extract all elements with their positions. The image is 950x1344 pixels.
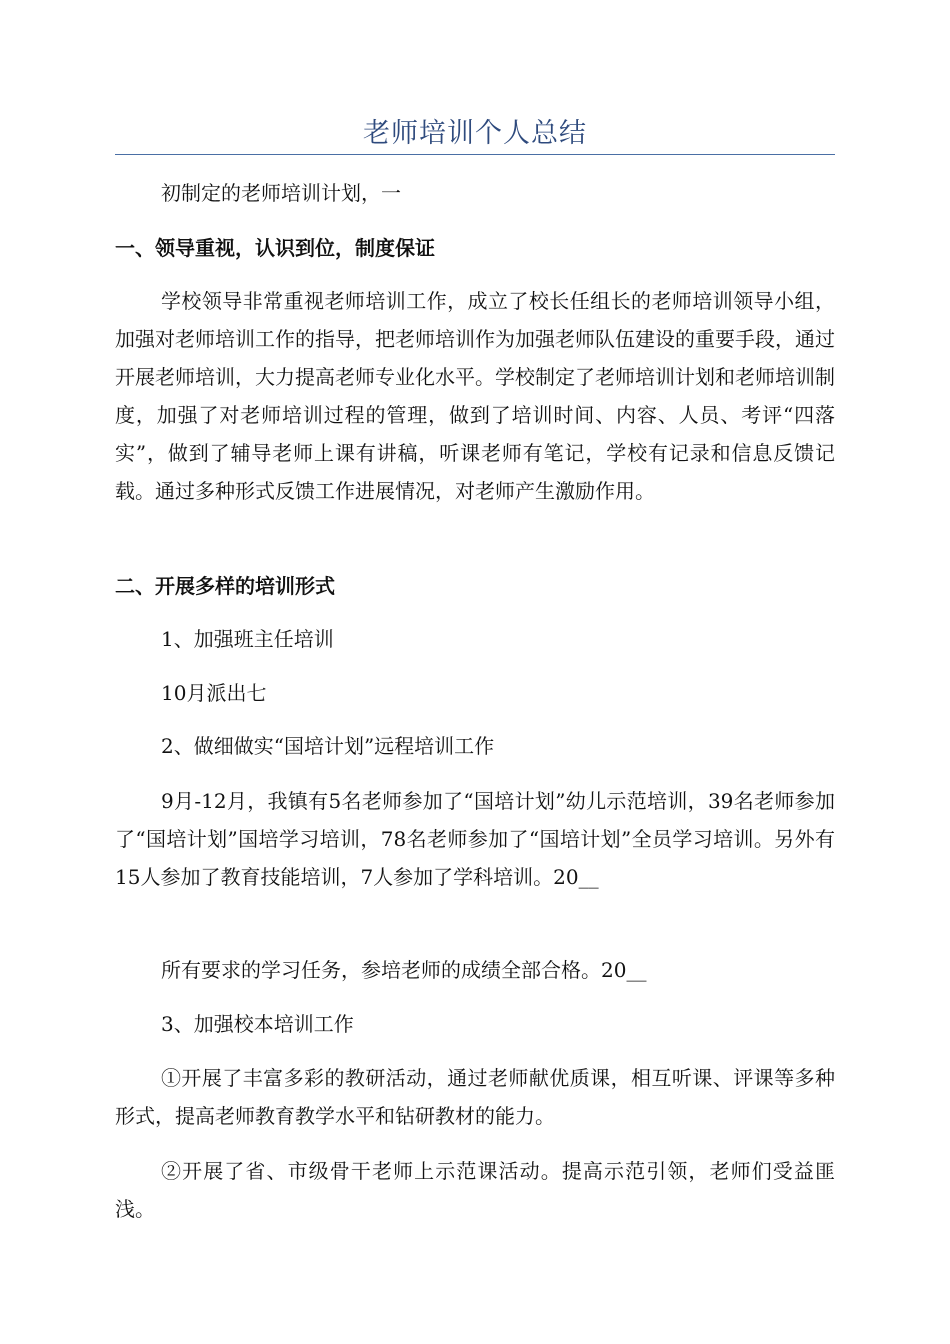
intro-paragraph: 初制定的老师培训计划，一 [161,181,401,205]
item-3-point-2: ②开展了省、市级骨干老师上示范课活动。提高示范引领，老师们受益匪浅。 [115,1159,835,1221]
item-2-detail: 9月-12月，我镇有5名老师参加了“国培计划”幼儿示范培训，39名老师参加了“国培计划”国培学习培训，78名老师参加了“国培计划”全员学习培训。另外有15人参加了教育技能培训，7人参加了学科培训。20__ [115,789,835,889]
item-1-detail: 10月派出七 [161,681,267,705]
document-title: 老师培训个人总结 [363,118,587,149]
section-heading-1: 一、领导重视，认识到位，制度保证 [115,236,435,260]
title-underline [115,154,835,155]
section-1-body: 学校领导非常重视老师培训工作，成立了校长任组长的老师培训领导小组，加强对老师培训工作的指导，把老师培训作为加强老师队伍建设的重要手段，通过开展老师培训，大力提高老师专业化水平。学校制定了老师培训计划和老师培训制度，加强了对老师培训过程的管理，做到了培训时间、内容、人员、考评“四落实”，做到了辅导老师上课有讲稿，听课老师有笔记，学校有记录和信息反馈记载。通过多种形式反馈工作进展情况，对老师产生激励作用。 [115,289,835,503]
item-2-result: 所有要求的学习任务，参培老师的成绩全部合格。20__ [161,958,647,982]
item-2-heading: 2、做细做实“国培计划”远程培训工作 [161,734,495,758]
section-heading-2: 二、开展多样的培训形式 [115,574,335,598]
item-3-heading: 3、加强校本培训工作 [161,1012,354,1036]
item-3-point-1: ①开展了丰富多彩的教研活动，通过老师献优质课，相互听课、评课等多种形式，提高老师教育教学水平和钻研教材的能力。 [115,1066,835,1128]
item-1-heading: 1、加强班主任培训 [161,627,334,651]
